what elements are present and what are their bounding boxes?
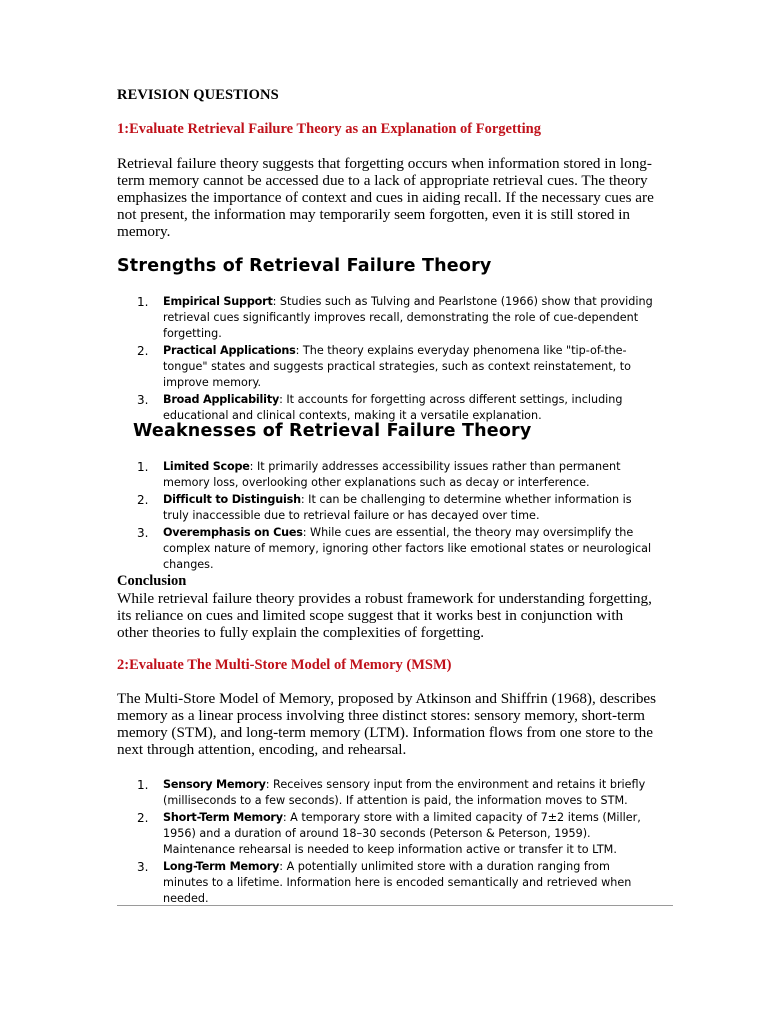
list-text: : It accounts for forgetting across different settings, including educational and clinical contexts, making it a versatile explanation. [163, 393, 623, 422]
list-item [137, 492, 657, 524]
list-term: Limited Scope [163, 460, 250, 473]
list-item [137, 459, 657, 491]
list-number: 1. [137, 778, 149, 792]
list-item [137, 343, 657, 391]
list-number: 1. [137, 295, 149, 309]
weaknesses-list [137, 459, 657, 574]
list-number: 2. [137, 493, 149, 507]
list-number: 3. [137, 393, 149, 407]
list-term: Difficult to Distinguish [163, 493, 301, 506]
list-term: Empirical Support [163, 295, 273, 308]
list-number: 2. [137, 811, 149, 825]
list-term: Short-Term Memory [163, 811, 283, 824]
list-text: : A temporary store with a limited capacity of 7±2 items (Miller, 1956) and a duration of around 18–30 seconds (Peterson & Peterson, 1959). Maintenance rehearsal is needed to keep information active or transfer it to LTM. [163, 811, 641, 856]
list-item [137, 392, 657, 424]
question-1-intro: Retrieval failure theory suggests that forgetting occurs when information stored in long-term memory cannot be accessed due to a lack of appropriate retrieval cues. The theory emphasizes the importance of context and cues in aiding recall. If the necessary cues are not present, the information may temporarily seem forgotten, even it is still stored in memory. [117, 155, 654, 240]
conclusion-text: While retrieval failure theory provides a robust framework for understanding forgetting, its reliance on cues and limited scope suggest that it works best in conjunction with other theories to fully explain the complexities of forgetting. [117, 590, 652, 641]
list-term: Broad Applicability [163, 393, 280, 406]
weaknesses-heading: Weaknesses of Retrieval Failure Theory [133, 421, 532, 441]
horizontal-rule [117, 905, 673, 906]
document-title: REVISION QUESTIONS [117, 87, 279, 103]
list-number: 3. [137, 860, 149, 874]
list-item [137, 777, 657, 809]
list-text: : It primarily addresses accessibility issues rather than permanent memory loss, overlooking other explanations such as decay or interference. [163, 460, 621, 489]
list-term: Practical Applications [163, 344, 296, 357]
list-item [137, 810, 657, 858]
list-item [137, 294, 657, 342]
question-2-heading: 2:Evaluate The Multi-Store Model of Memory (MSM) [117, 657, 452, 673]
list-number: 1. [137, 460, 149, 474]
list-text: : Studies such as Tulving and Pearlstone (1966) show that providing retrieval cues significantly improves recall, demonstrating the role of cue-dependent forgetting. [163, 295, 653, 340]
list-term: Overemphasis on Cues [163, 526, 303, 539]
stores-list [137, 777, 657, 908]
conclusion-heading: Conclusion [117, 573, 187, 589]
list-term: Sensory Memory [163, 778, 266, 791]
list-text: : It can be challenging to determine whether information is truly inaccessible due to retrieval failure or has decayed over time. [163, 493, 632, 522]
list-text: : The theory explains everyday phenomena like "tip-of-the-tongue" states and suggests practical strategies, such as context reinstatement, to improve memory. [163, 344, 631, 389]
list-text: : While cues are essential, the theory may oversimplify the complex nature of memory, ignoring other factors like emotional states or neurological changes. [163, 526, 652, 571]
list-text: : Receives sensory input from the environment and retains it briefly (milliseconds to a few seconds). If attention is paid, the information moves to STM. [163, 778, 646, 807]
list-term: Long-Term Memory [163, 860, 280, 873]
list-item [137, 859, 657, 907]
question-1-heading: 1:Evaluate Retrieval Failure Theory as an Explanation of Forgetting [117, 121, 541, 137]
strengths-list [137, 294, 657, 425]
list-number: 2. [137, 344, 149, 358]
question-2-intro: The Multi-Store Model of Memory, proposed by Atkinson and Shiffrin (1968), describes memory as a linear process involving three distinct stores: sensory memory, short-term memory (STM), and long-term memory (LTM). Information flows from one store to the next through attention, encoding, and rehearsal. [117, 690, 657, 758]
strengths-heading: Strengths of Retrieval Failure Theory [117, 256, 492, 276]
list-item [137, 525, 657, 573]
list-text: : A potentially unlimited store with a duration ranging from minutes to a lifetime. Information here is encoded semantically and retrieved when needed. [163, 860, 632, 905]
list-number: 3. [137, 526, 149, 540]
